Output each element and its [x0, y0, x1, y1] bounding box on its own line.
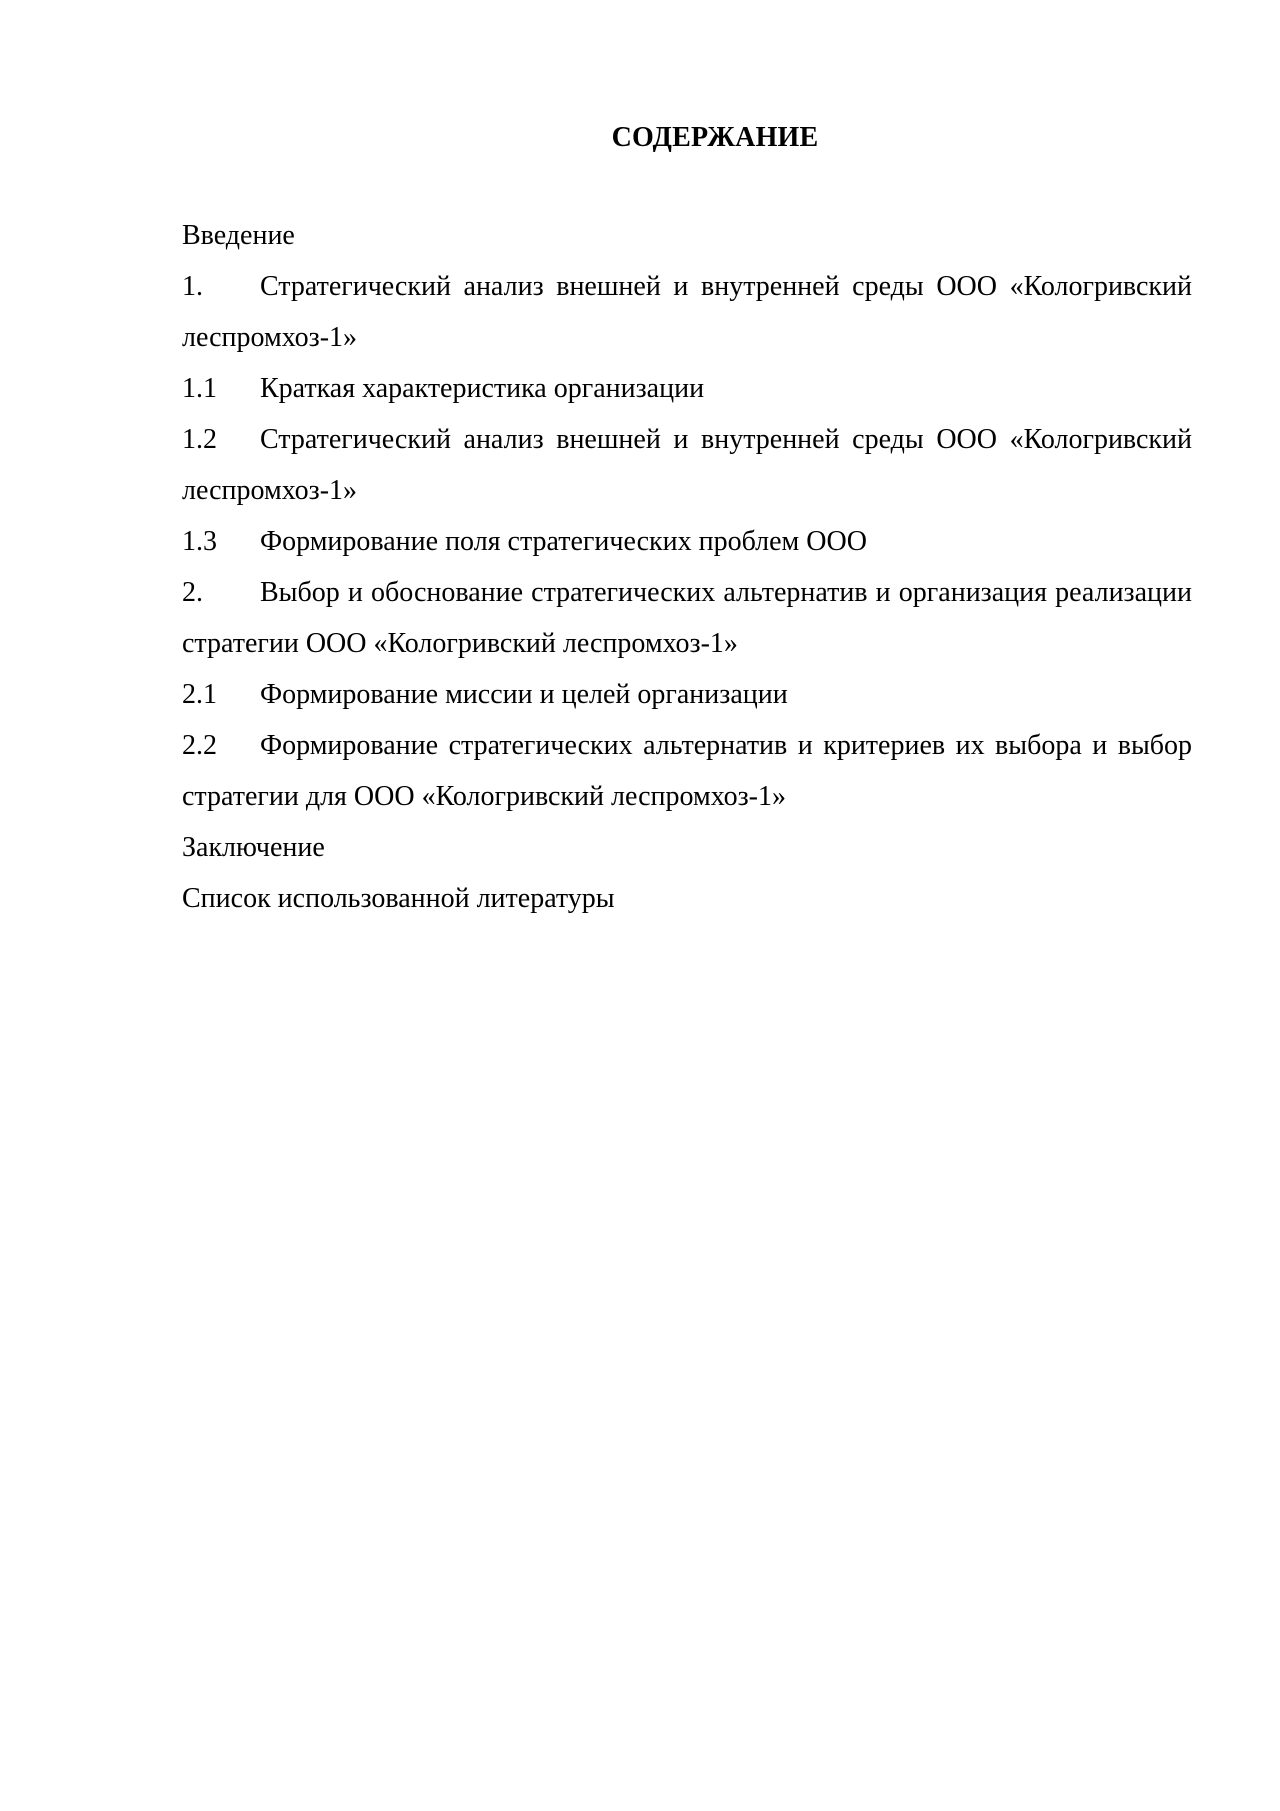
toc-entry-text: Введение [182, 220, 295, 251]
toc-entry-2-1 [182, 669, 1192, 720]
toc-entry-references [182, 873, 1192, 924]
toc-entry-text: Заключение [182, 832, 325, 863]
toc-entry-introduction [182, 210, 1192, 261]
toc-entry-1 [182, 261, 1192, 363]
toc-entry-text: Список использованной литературы [182, 883, 615, 914]
toc-entry-1-2 [182, 414, 1192, 516]
toc-entry-number: 1. [182, 271, 203, 302]
toc-entry-text: Формирование стратегических альтернатив и критериев их выбора и выбор стратегии для ООО «Кологривский леспромхоз-1» [182, 730, 1192, 812]
toc-entry-number: 1.2 [182, 424, 217, 455]
toc-entry-text: Выбор и обоснование стратегических альтернатив и организация реализации стратегии ООО «Кологривский леспромхоз-1» [182, 577, 1192, 659]
toc-entry-text: Формирование миссии и целей организации [260, 679, 788, 710]
page-title: СОДЕРЖАНИЕ [611, 122, 819, 153]
toc-entry-1-3 [182, 516, 1192, 567]
toc-entry-2-2 [182, 720, 1192, 822]
toc-entry-number: 1.1 [182, 373, 217, 404]
toc-entry-text: Формирование поля стратегических проблем ООО [260, 526, 867, 557]
toc-entry-1-1 [182, 363, 1192, 414]
toc-entry-number: 2. [182, 577, 203, 608]
toc-entry-text: Стратегический анализ внешней и внутренней среды ООО «Кологривский леспромхоз-1» [182, 424, 1192, 506]
toc-entry-number: 2.2 [182, 730, 217, 761]
toc-entry-number: 2.1 [182, 679, 217, 710]
toc-entry-number: 1.3 [182, 526, 217, 557]
toc-entry-conclusion [182, 822, 1192, 873]
table-of-contents [182, 210, 1192, 924]
toc-entry-text: Краткая характеристика организации [260, 373, 705, 404]
toc-entry-text: Стратегический анализ внешней и внутренней среды ООО «Кологривский леспромхоз-1» [182, 271, 1192, 353]
toc-entry-2 [182, 567, 1192, 669]
